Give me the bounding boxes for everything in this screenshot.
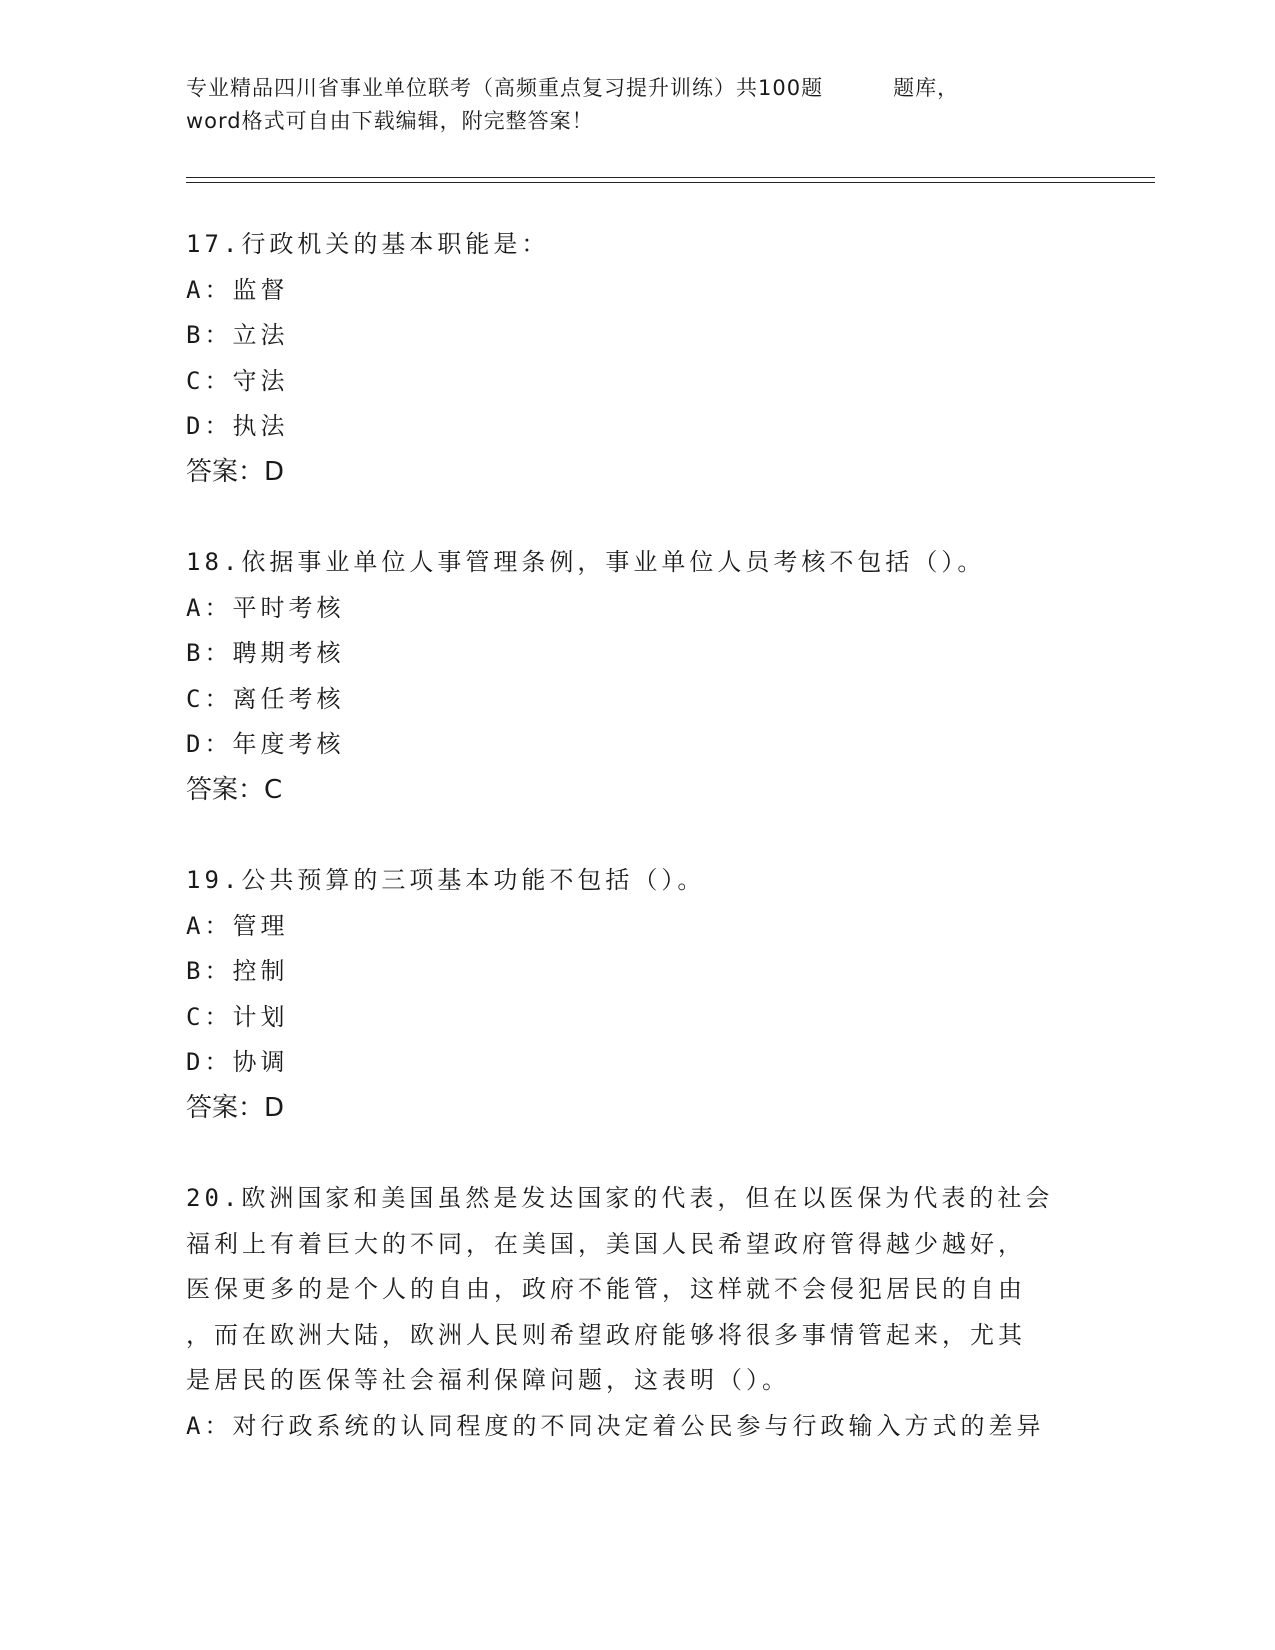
option-c: C：离任考核: [186, 684, 345, 713]
question-18: [186, 540, 1086, 813]
question-stem-line: 是居民的医保等社会福利保障问题，这表明（）。: [186, 1366, 790, 1394]
header-divider-top: [186, 177, 1155, 178]
option-a: A：管理: [186, 911, 289, 940]
option-c: C：守法: [186, 366, 289, 395]
option-b: B：控制: [186, 957, 289, 985]
option-a: A：平时考核: [186, 593, 345, 622]
answer: 答案：D: [186, 456, 285, 487]
question-stem-line: 20.欧洲国家和美国虽然是发达国家的代表，但在以医保为代表的社会: [186, 1184, 1054, 1212]
question-stem-line: ，而在欧洲大陆，欧洲人民则希望政府能够将很多事情管起来，尤其: [186, 1320, 1026, 1349]
question-stem: 17.行政机关的基本职能是：: [186, 230, 550, 258]
question-stem-line: 医保更多的是个人的自由，政府不能管，这样就不会侵犯居民的自由: [186, 1275, 1026, 1303]
header-line-2: word格式可自由下载编辑，附完整答案！: [186, 109, 594, 133]
option-d: D：执法: [186, 412, 289, 440]
header-line-1: [186, 72, 1086, 105]
question-stem-line: 福利上有着巨大的不同，在美国，美国人民希望政府管得越少越好，: [186, 1229, 1026, 1258]
option-d: D：年度考核: [186, 730, 345, 758]
header-title: 专业精品四川省事业单位联考（高频重点复习提升训练）共100题: [186, 76, 824, 100]
header-divider-bottom: [186, 182, 1155, 183]
option-c: C：计划: [186, 1002, 289, 1031]
option-a: A：对行政系统的认同程度的不同决定着公民参与行政输入方式的差异: [186, 1411, 1045, 1440]
question-20: [186, 1176, 1086, 1449]
question-17: [186, 222, 1086, 495]
option-b: B：聘期考核: [186, 639, 345, 667]
option-b: B：立法: [186, 321, 289, 349]
document-header: [186, 72, 1086, 138]
question-19: [186, 858, 1086, 1131]
answer: 答案：C: [186, 774, 283, 805]
header-title-suffix: 题库，: [893, 76, 960, 100]
option-a: A：监督: [186, 275, 289, 304]
question-stem: 19.公共预算的三项基本功能不包括（）。: [186, 866, 706, 894]
answer: 答案：D: [186, 1092, 285, 1123]
option-d: D：协调: [186, 1048, 289, 1076]
question-stem: 18.依据事业单位人事管理条例，事业单位人员考核不包括（）。: [186, 548, 986, 576]
question-stem: [186, 1176, 1086, 1404]
